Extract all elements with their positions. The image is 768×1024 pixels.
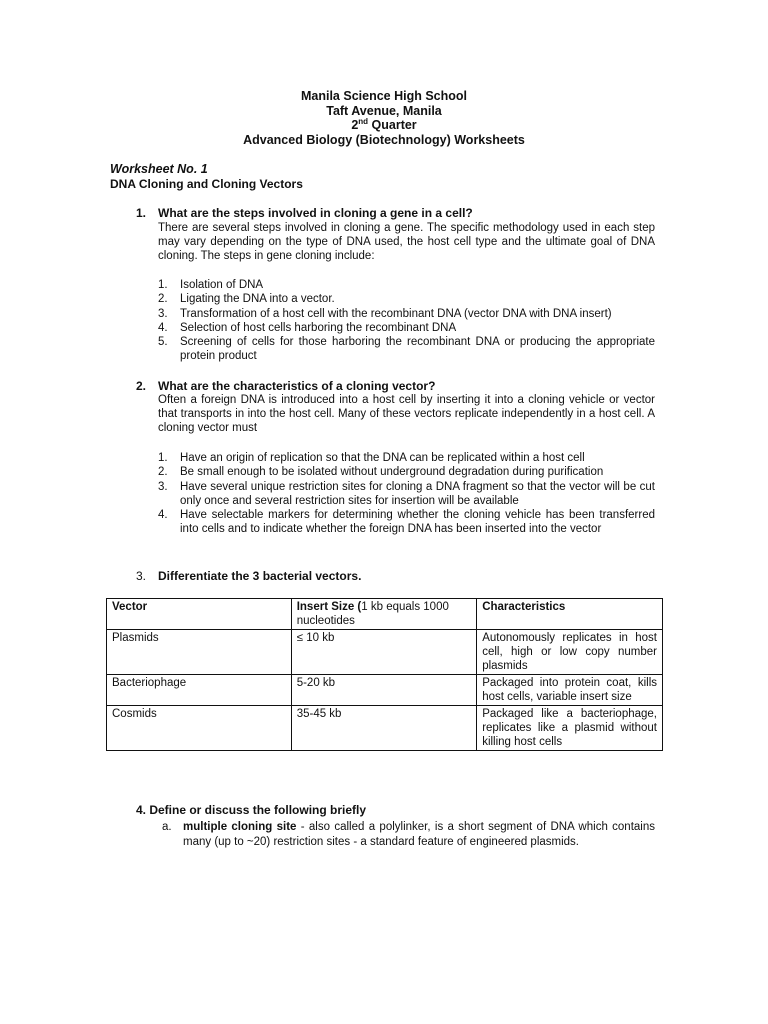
- vector-requirements-list: [158, 451, 655, 537]
- list-item: 5. Screening of cells for those harboring the recombinant DNA or producing the appropriate protein product: [158, 336, 655, 363]
- list-item: 1. Isolation of DNA: [158, 279, 264, 291]
- table-row: [107, 630, 663, 675]
- definition-term: multiple cloning site: [183, 821, 297, 833]
- cell-characteristics: Packaged like a bacteriophage, replicates like a plasmid without killing host cells: [477, 706, 663, 751]
- cell-vector: Bacteriophage: [107, 675, 292, 706]
- list-item: 1. Have an origin of replication so that the DNA can be replicated within a host cell: [158, 452, 585, 464]
- table-row: [107, 706, 663, 751]
- cell-characteristics: Autonomously replicates in host cell, high or low copy number plasmids: [477, 630, 663, 675]
- cell-vector: Cosmids: [107, 706, 292, 751]
- answer-2-text: Often a foreign DNA is introduced into a host cell by inserting it into a cloning vehicle or vector that transports in into the host cell. Many of these vectors replicate independently in a host cell. A cloning vector must: [158, 394, 655, 434]
- cell-characteristics: Packaged into protein coat, kills host cells, variable insert size: [477, 675, 663, 706]
- list-item: 4. Selection of host cells harboring the recombinant DNA: [158, 321, 457, 334]
- list-item: 4. Have selectable markers for determining whether the cloning vehicle has been transferred into cells and to indicate whether the foreign DNA has been inserted into the vector: [158, 509, 655, 536]
- cloning-steps-list: [158, 278, 655, 364]
- bacterial-vectors-table: [106, 598, 663, 751]
- cell-vector: Plasmids: [107, 630, 292, 675]
- table-row: [107, 675, 663, 706]
- question-2: 2. What are the characteristics of a cloning vector?: [136, 379, 436, 393]
- list-item: 3. Transformation of a host cell with the recombinant DNA (vector DNA with DNA insert): [158, 307, 612, 320]
- definition-item: [162, 820, 655, 849]
- worksheets-title: Advanced Biology (Biotechnology) Worksheets: [243, 132, 525, 147]
- question-3: 3. Differentiate the 3 bacterial vectors.: [136, 569, 362, 583]
- school-name: Manila Science High School: [300, 89, 467, 103]
- list-item: 2. Ligating the DNA into a vector.: [158, 293, 335, 306]
- school-address: Taft Avenue, Manila: [326, 103, 442, 118]
- cell-insert: 35-45 kb: [291, 706, 476, 751]
- answer-1-text: There are several steps involved in cloning a gene. The specific methodology used in each step may vary depending on the type of DNA used, the host cell type and the ultimate goal of DNA cloning. The steps in gene cloning include:: [158, 222, 655, 262]
- cell-insert: 5-20 kb: [291, 675, 476, 706]
- worksheet-number: Worksheet No. 1: [110, 162, 208, 176]
- document-header: [0, 89, 768, 147]
- list-item: 3. Have several unique restriction sites for cloning a DNA fragment so that the vector will be cut only once and several restriction sites for insertion will be available: [158, 480, 655, 507]
- definition-label: a.: [162, 821, 172, 833]
- list-item: 2. Be small enough to be isolated without underground degradation during purification: [158, 466, 604, 479]
- header-vector: Vector: [107, 599, 292, 630]
- definition-text: - also called a polylinker, is a short segment of DNA which contains many (up to ~20) restriction sites - a standard feature of engineered plasmids.: [183, 821, 655, 848]
- header-insert-size: Insert Size (1 kb equals 1000 nucleotides: [291, 599, 476, 630]
- table-header-row: [107, 599, 663, 630]
- question-1: 1. What are the steps involved in cloning a gene in a cell?: [136, 206, 473, 220]
- quarter-line: 2nd Quarter: [351, 116, 417, 132]
- worksheet-subtitle: DNA Cloning and Cloning Vectors: [110, 177, 303, 191]
- cell-insert: ≤ 10 kb: [291, 630, 476, 675]
- question-4: 4. Define or discuss the following briefly: [136, 803, 367, 817]
- header-characteristics: Characteristics: [477, 599, 663, 630]
